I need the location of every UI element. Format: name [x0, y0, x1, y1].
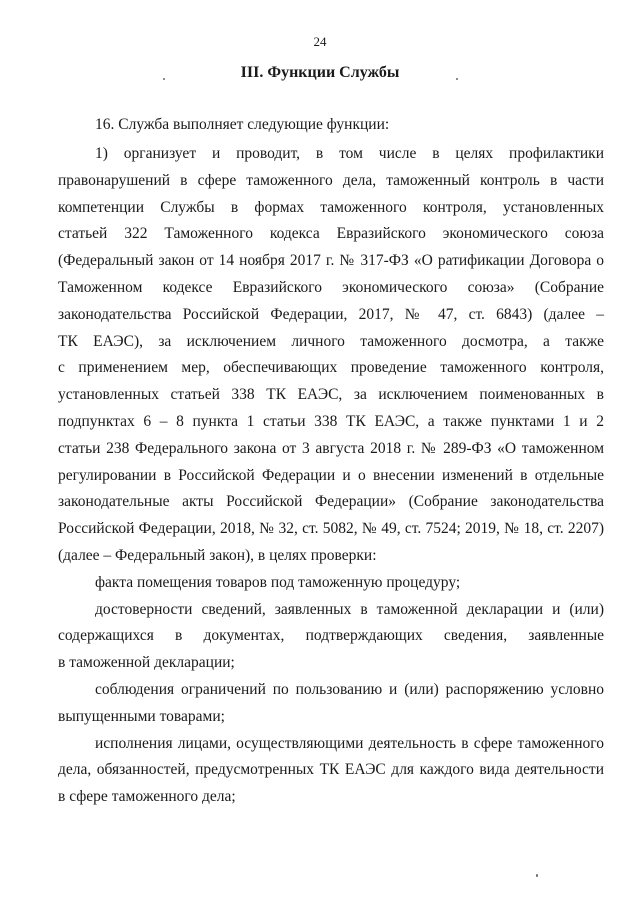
text-line: компетенции Службы в формах таможенного контроля, установленных — [58, 198, 604, 216]
text-line: достоверности сведений, заявленных в таможенной декларации и (или) — [95, 600, 604, 618]
text-line: подпунктах 6 – 8 пункта 1 статьи 338 ТК ЕАЭС, а также пунктами 1 и 2 — [58, 412, 604, 430]
text-line: 1) организует и проводит, в том числе в целях профилактики — [95, 145, 604, 162]
text-line: содержащихся в документах, подтверждающих сведения, заявленные — [58, 627, 604, 645]
text-line: статьи 238 Федерального закона от 3 августа 2018 г. № 289-ФЗ «О таможенном — [58, 439, 604, 457]
text-line: установленных статьей 338 ТК ЕАЭС, за исключением поименованных в — [58, 386, 604, 404]
page-number: 24 — [313, 34, 327, 49]
document-body — [58, 141, 604, 811]
text-line: правонарушений в сфере таможенного дела, таможенный контроль в части — [58, 171, 604, 189]
text-line: дела, обязанностей, предусмотренных ТК ЕАЭС для каждого вида деятельности — [58, 761, 604, 779]
text-line: (далее – Федеральный закон), в целях проверки: — [58, 546, 377, 564]
text-line: в сфере таможенного дела; — [58, 788, 236, 806]
text-line: ТК ЕАЭС), за исключением личного таможенного досмотра, а также — [58, 332, 604, 350]
scan-speck — [456, 78, 458, 80]
scan-speck — [163, 78, 165, 80]
text-line: Таможенном кодексе Евразийского экономического союза» (Собрание — [58, 278, 604, 296]
text-line: выпущенными товарами; — [58, 707, 225, 725]
item-1-paragraph — [58, 141, 604, 570]
text-line: Российской Федерации, 2018, № 32, ст. 5082, № 49, ст. 7524; 2019, № 18, ст. 2207) — [58, 520, 604, 538]
text-line: (Федеральный закон от 14 ноября 2017 г. № 317-ФЗ «О ратификации Договора о — [58, 252, 604, 270]
text-line: исполнения лицами, осуществляющими деятельность в сфере таможенного — [95, 734, 604, 752]
text-line: с применением мер, обеспечивающих проведение таможенного контроля, — [58, 359, 604, 377]
text-line: регулировании в Российской Федерации и о внесении изменений в отдельные — [58, 466, 604, 484]
check-item-customs-obligations — [58, 731, 604, 811]
text-line: законодательные акты Российской Федерации» (Собрание законодательства — [58, 493, 604, 511]
text-line: статьей 322 Таможенного кодекса Евразийского экономического союза — [58, 225, 604, 243]
section-title: III. Функции Службы — [240, 64, 400, 81]
check-item-goods-placement — [58, 570, 604, 597]
text-line: законодательства Российской Федерации, 2017, № 47, ст. 6843) (далее – — [58, 305, 604, 323]
check-item-conditional-release — [58, 677, 604, 731]
paragraph-16-lead: 16. Служба выполняет следующие функции: — [95, 116, 390, 133]
scan-speck — [536, 874, 538, 877]
text-line: факта помещения товаров под таможенную процедуру; — [95, 573, 461, 591]
text-line: в таможенной декларации; — [58, 654, 235, 672]
check-item-declaration-accuracy — [58, 597, 604, 677]
text-line: соблюдения ограничений по пользованию и (или) распоряжению условно — [95, 680, 604, 698]
